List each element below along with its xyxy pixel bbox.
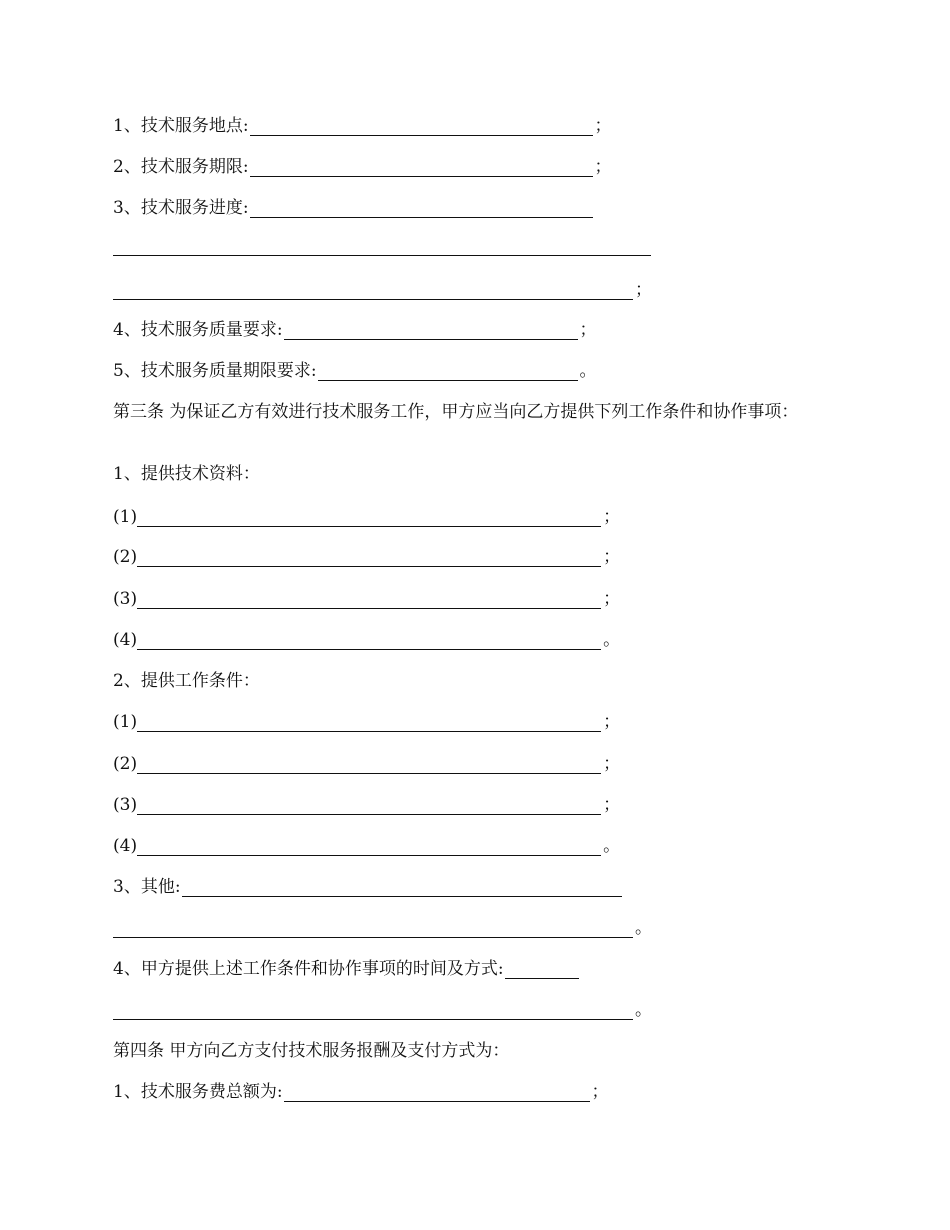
tech-materials-label: [113, 464, 260, 484]
line-end-punct: 。: [579, 361, 597, 381]
tech-material-item: [113, 507, 620, 527]
other-blank-2[interactable]: [113, 921, 633, 938]
line-end-punct: ；: [579, 320, 597, 340]
timing-continuation-line: [113, 1000, 652, 1020]
work-condition-item: [113, 754, 620, 774]
item-number: (4): [113, 836, 138, 856]
line-end-punct: 。: [603, 836, 621, 856]
line-end-punct: ；: [594, 116, 612, 136]
item-number: (2): [113, 547, 138, 567]
tech-material-blank[interactable]: [137, 550, 601, 567]
quality-period-blank[interactable]: [318, 364, 578, 381]
work-conditions-label-text: 2、提供工作条件：: [113, 671, 260, 691]
line-end-punct: ；: [603, 547, 621, 567]
tech-material-item: [113, 547, 620, 567]
quality-requirement-blank[interactable]: [284, 323, 578, 340]
item-number: (3): [113, 795, 138, 815]
line-end-punct: 。: [635, 918, 652, 938]
timing-blank[interactable]: [505, 962, 579, 979]
work-condition-item: [113, 836, 620, 856]
service-period-blank[interactable]: [250, 160, 593, 177]
quality-period-label: 5、技术服务质量期限要求:: [113, 361, 317, 381]
item-number: (3): [113, 589, 138, 609]
item-number: (2): [113, 754, 138, 774]
service-location-line: [113, 116, 612, 136]
quality-requirement-label: 4、技术服务质量要求:: [113, 320, 283, 340]
work-condition-blank[interactable]: [137, 798, 601, 815]
quality-requirement-line: [113, 320, 597, 340]
service-progress-blank-3[interactable]: [113, 283, 633, 300]
work-condition-blank[interactable]: [137, 715, 601, 732]
tech-material-blank[interactable]: [137, 633, 601, 650]
work-condition-blank[interactable]: [137, 839, 601, 856]
tech-materials-label-text: 1、提供技术资料：: [113, 464, 260, 484]
service-progress-continuation-line: [113, 239, 653, 256]
line-end-punct: ；: [603, 754, 621, 774]
other-blank[interactable]: [182, 880, 622, 897]
line-end-punct: 。: [635, 1000, 652, 1020]
line-end-punct: ；: [603, 507, 621, 527]
article4-heading-text: 第四条 甲方向乙方支付技术服务报酬及支付方式为：: [113, 1041, 510, 1061]
tech-material-blank[interactable]: [137, 510, 601, 527]
work-condition-item: [113, 795, 620, 815]
tech-material-item: [113, 589, 620, 609]
quality-period-line: [113, 361, 597, 381]
service-period-label: 2、技术服务期限:: [113, 157, 249, 177]
total-fee-label: 1、技术服务费总额为:: [113, 1082, 283, 1102]
line-end-punct: ；: [635, 280, 652, 300]
article3-heading: 第三条 为保证乙方有效进行技术服务工作，甲方应当向乙方提供下列工作条件和协作事项：: [113, 402, 799, 422]
line-end-punct: ；: [603, 712, 621, 732]
line-end-punct: ；: [603, 795, 621, 815]
line-end-punct: ；: [594, 157, 612, 177]
line-end-punct: ；: [603, 589, 621, 609]
other-line: [113, 877, 624, 897]
service-progress-blank[interactable]: [250, 201, 593, 218]
total-fee-line: [113, 1082, 609, 1102]
service-location-label: 1、技术服务地点:: [113, 116, 249, 136]
timing-line: [113, 959, 581, 979]
service-progress-label: 3、技术服务进度:: [113, 198, 249, 218]
timing-blank-2[interactable]: [113, 1003, 633, 1020]
item-number: (4): [113, 630, 138, 650]
timing-label: 4、甲方提供上述工作条件和协作事项的时间及方式:: [113, 959, 504, 979]
work-condition-blank[interactable]: [137, 757, 601, 774]
work-conditions-label: [113, 671, 260, 691]
item-number: (1): [113, 507, 138, 527]
item-number: (1): [113, 712, 138, 732]
service-progress-blank-2[interactable]: [113, 239, 651, 256]
service-location-blank[interactable]: [250, 119, 593, 136]
line-end-punct: ；: [591, 1082, 609, 1102]
other-label: 3、其他:: [113, 877, 181, 897]
article4-heading: [113, 1041, 509, 1061]
service-progress-line: [113, 198, 595, 218]
total-fee-blank[interactable]: [284, 1085, 590, 1102]
other-continuation-line: [113, 918, 652, 938]
service-progress-continuation-line: [113, 280, 652, 300]
line-end-punct: 。: [603, 630, 621, 650]
work-condition-item: [113, 712, 620, 732]
tech-material-item: [113, 630, 620, 650]
tech-material-blank[interactable]: [137, 592, 601, 609]
service-period-line: [113, 157, 612, 177]
